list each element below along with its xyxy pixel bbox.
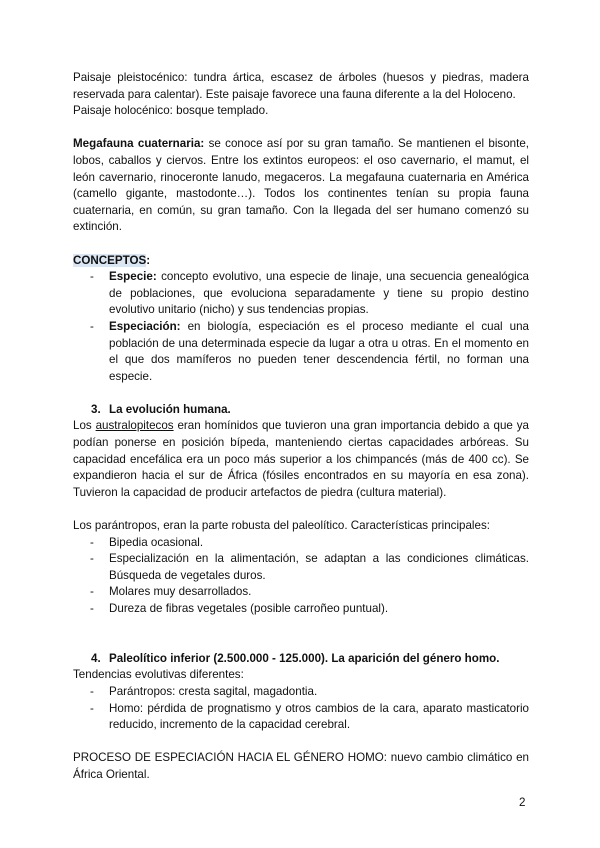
pleistocene-paragraph: Paisaje pleistocénico: tundra ártica, escasez de árboles (huesos y piedras, madera reservada para calentar). Este paisaje favorece una fauna diferente a la del Holoceno.: [73, 71, 529, 101]
section-3-heading: 3. La evolución humana.: [91, 402, 231, 416]
australopitecos-paragraph: Los australopitecos eran homínidos que tuvieron una gran importancia debido a que ya podían ponerse en posición bípeda, manteniendo ciertas capacidades arbóreas. Su capacidad encefálica era un poco más superior a los chimpancés (más de 400 cc). Se expandieron hacia el sur de África (fósiles encontrados en su mayoría en esa zona). Tuvieron la capacidad de producir artefactos de piedra (cultura material).: [73, 419, 529, 499]
conceptos-list: [73, 269, 529, 385]
concept-item-especie: - Especie: concepto evolutivo, una especie de linaje, una secuencia genealógica de poblaciones, que evoluciona separadamente y tiene su propio destino evolutivo unitario (nicho) y sus tendencias propias.: [73, 269, 529, 319]
list-item: - Bipedia ocasional.: [73, 535, 529, 552]
list-item: - Molares muy desarrollados.: [73, 584, 529, 601]
megafauna-text: se conoce así por su gran tamaño. Se mantienen el bisonte, lobos, caballos y ciervos. Entre los extintos europeos: el oso cavernario, el mamut, el león cavernario, rinoceronte lanudo, megaceros. La megafauna cuaternaria en América (camello gigante, mastodonte…). Todos los continentes tenían su propia fauna cuaternaria, en común, su gran tamaño. Con la llegada del ser humano comenzó su extinción.: [73, 137, 529, 234]
list-item: - Homo: pérdida de prognatismo y otros cambios de la cara, aparato masticatorio reducido, incremento de la capacidad cerebral.: [73, 701, 529, 734]
list-item: - Dureza de fibras vegetales (posible carroñeo puntual).: [73, 601, 529, 618]
conceptos-heading: CONCEPTOS:: [73, 253, 151, 267]
tendencias-paragraph: Tendencias evolutivas diferentes:: [73, 668, 244, 682]
proceso-paragraph: PROCESO DE ESPECIACIÓN HACIA EL GÉNERO HOMO: nuevo cambio climático en África Oriental.: [73, 751, 529, 781]
concept-item-especiacion: - Especiación: en biología, especiación es el proceso mediante el cual una población de una determinada especie da lugar a otra u otras. En el momento en el que dos mamíferos no pueden tener descendencia fértil, no forman una especie.: [73, 319, 529, 385]
parantropos-features-list: [73, 535, 529, 618]
list-item: - Especialización en la alimentación, se adaptan a las condiciones climáticas. Búsqueda de vegetales duros.: [73, 551, 529, 584]
list-item: - Parántropos: cresta sagital, magadontia.: [73, 684, 529, 701]
australopitecos-term: australopitecos: [95, 419, 174, 433]
document-page: [73, 70, 529, 784]
page-number: 2: [519, 796, 526, 809]
megafauna-term: Megafauna cuaternaria:: [73, 137, 205, 151]
section-4-heading: 4. Paleolítico inferior (2.500.000 - 125.000). La aparición del género homo.: [91, 651, 500, 665]
conceptos-title: CONCEPTOS: [73, 253, 147, 267]
megafauna-paragraph: [73, 136, 529, 236]
holocene-paragraph: Paisaje holocénico: bosque templado.: [73, 104, 269, 118]
tendencias-list: [73, 684, 529, 734]
parantropos-paragraph: Los parántropos, eran la parte robusta del paleolítico. Características principales:: [73, 519, 490, 533]
